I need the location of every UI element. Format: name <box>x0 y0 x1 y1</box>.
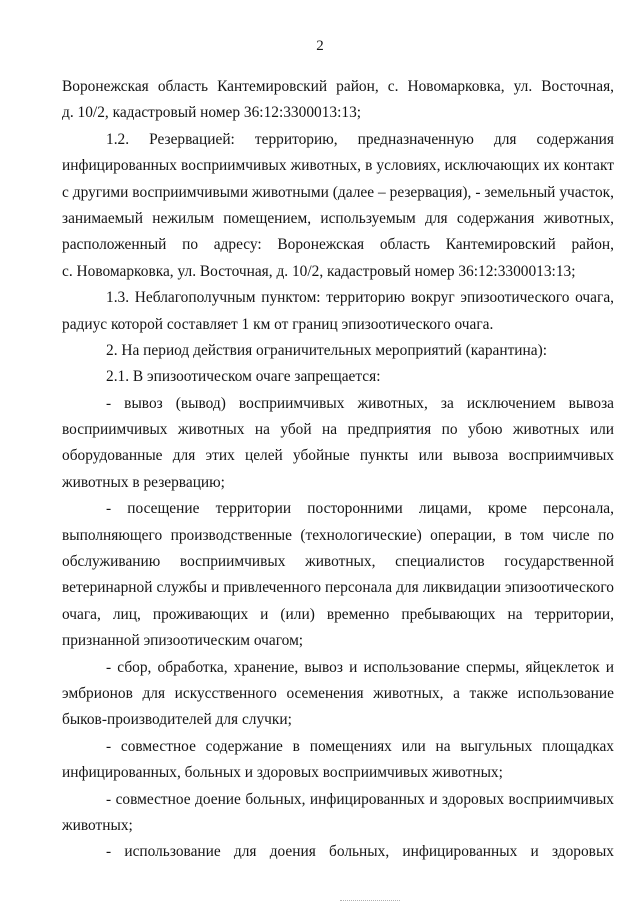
text-line: оборудованные для этих целей убойные пункты или вывоза восприимчивых <box>62 447 614 465</box>
text-line: д. 10/2, кадастровый номер 36:12:3300013:13; <box>62 104 362 122</box>
text-line: 2.1. В эпизоотическом очаге запрещается: <box>106 368 381 386</box>
text-line: признанной эпизоотическим очагом; <box>62 632 304 650</box>
text-line: эмбрионов для искусственного осеменения животных, а также использование <box>62 684 614 702</box>
scan-artifact <box>340 900 400 903</box>
text-line: расположенный по адресу: Воронежская область Кантемировский район, <box>62 236 614 254</box>
text-line: радиус которой составляет 1 км от границ эпизоотического очага. <box>62 315 494 333</box>
text-line: - посещение территории посторонними лицами, кроме персонала, <box>106 500 614 518</box>
text-line: 2. На период действия ограничительных мероприятий (карантина): <box>106 341 548 359</box>
text-line: - вывоз (вывод) восприимчивых животных, за исключением вывоза <box>106 394 614 412</box>
text-line: 1.2. Резервацией: территорию, предназначенную для содержания <box>106 130 614 148</box>
text-line: инфицированных восприимчивых животных, в условиях, исключающих их контакт <box>62 157 614 175</box>
document-body <box>62 74 614 866</box>
text-line: животных в резервацию; <box>62 473 225 491</box>
text-line: - использование для доения больных, инфицированных и здоровых <box>106 843 614 861</box>
text-line: - совместное содержание в помещениях или на выгульных площадках <box>106 737 614 755</box>
text-line: с. Новомарковка, ул. Восточная, д. 10/2, кадастровый номер 36:12:3300013:13; <box>62 262 576 280</box>
text-line: 1.3. Неблагополучным пунктом: территорию вокруг эпизоотического очага, <box>106 289 614 307</box>
text-line: выполняющего производственные (технологические) операции, в том числе по <box>62 526 614 544</box>
text-line: обслуживанию восприимчивых животных, специалистов государственной <box>62 553 614 571</box>
text-line: - сбор, обработка, хранение, вывоз и использование спермы, яйцеклеток и <box>106 658 614 676</box>
text-line: животных; <box>62 816 133 834</box>
text-line: ветеринарной службы и привлеченного персонала для ликвидации эпизоотического <box>62 579 614 597</box>
text-line: очага, лиц, проживающих и (или) временно пребывающих на территории, <box>62 605 614 623</box>
text-line: с другими восприимчивыми животными (далее – резервация), - земельный участок, <box>62 183 614 201</box>
page-number: 2 <box>316 38 324 54</box>
text-line: Воронежская область Кантемировский район, с. Новомарковка, ул. Восточная, <box>62 78 614 95</box>
text-line: восприимчивых животных на убой на предприятия по убою животных или <box>62 421 614 439</box>
text-line: занимаемый нежилым помещением, используемым для содержания животных, <box>62 209 614 227</box>
text-line: - совместное доение больных, инфицированных и здоровых восприимчивых <box>106 790 614 808</box>
text-line: инфицированных, больных и здоровых восприимчивых животных; <box>62 764 503 782</box>
text-line: быков-производителей для случки; <box>62 711 292 729</box>
